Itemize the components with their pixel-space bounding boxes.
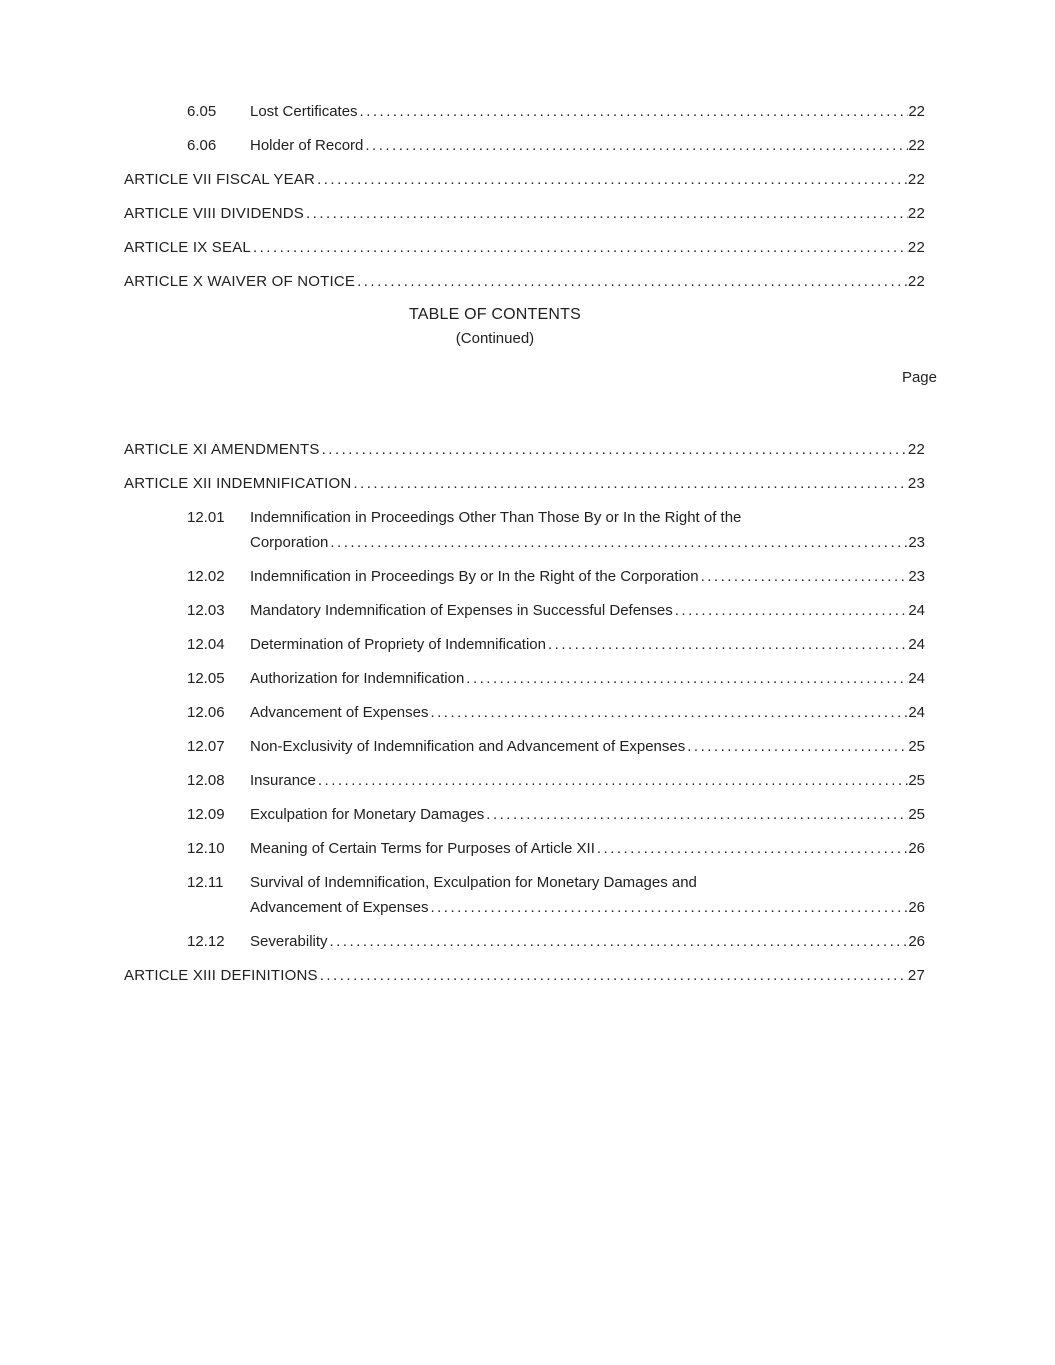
toc-entry-lastline: [250, 768, 925, 793]
toc-entry-lastline: [250, 133, 925, 158]
toc-entry-title: Corporation: [250, 534, 329, 551]
toc-row: [124, 99, 925, 124]
toc-entry-number: 12.01: [187, 509, 225, 526]
toc-row: [124, 167, 925, 192]
toc-row: [124, 564, 925, 589]
toc-row: [124, 963, 925, 988]
toc-heading-subtitle: (Continued): [455, 330, 535, 347]
toc-entry-page: 26: [908, 899, 925, 916]
toc-entry-lastline: [250, 895, 925, 920]
toc-entry-title: Authorization for Indemnification: [250, 670, 465, 687]
toc-entry-number: 12.07: [187, 738, 225, 755]
toc-entry-page: 23: [908, 534, 925, 551]
dot-leader: [253, 235, 908, 260]
toc-row: [124, 632, 925, 657]
dot-leader: [365, 133, 908, 158]
toc-entry-title: Indemnification in Proceedings By or In the Right of the Corporation: [250, 568, 699, 585]
toc-row: [124, 201, 925, 226]
toc-entry-number: 6.05: [187, 103, 217, 120]
toc-row: [124, 598, 925, 623]
dot-leader: [318, 768, 908, 793]
toc-entry-lastline: [124, 963, 925, 988]
toc-entry-number: 12.06: [187, 704, 225, 721]
toc-entry-body: [124, 269, 925, 294]
toc-row: [124, 437, 925, 462]
toc-entry-title: Insurance: [250, 772, 316, 789]
toc-list-main: [124, 437, 925, 988]
toc-entry-title: ARTICLE XII INDEMNIFICATION: [124, 475, 352, 492]
toc-entry-title: Mandatory Indemnification of Expenses in Successful Defenses: [250, 602, 673, 619]
toc-entry-body: [124, 201, 925, 226]
toc-entry-title: Exculpation for Monetary Damages: [250, 806, 485, 823]
toc-entry-number: 12.11: [187, 874, 224, 891]
toc-entry-number: 12.04: [187, 636, 225, 653]
toc-entry-lastline: [124, 437, 925, 462]
dot-leader: [317, 167, 908, 192]
dot-leader: [360, 99, 909, 124]
dot-leader: [330, 929, 909, 954]
toc-entry-body: [250, 133, 925, 158]
page-column-label: Page: [901, 369, 937, 386]
dot-leader: [330, 530, 908, 555]
toc-entry-page: 22: [907, 239, 925, 256]
toc-entry-body: [124, 167, 925, 192]
toc-entry-body: [250, 632, 925, 657]
toc-entry-title: ARTICLE XI AMENDMENTS: [124, 441, 320, 458]
toc-row: [124, 700, 925, 725]
toc-entry-body: [124, 963, 925, 988]
toc-entry-title-line: Survival of Indemnification, Exculpation for Monetary Damages and: [250, 874, 697, 891]
toc-entry-body: [250, 505, 925, 555]
toc-entry-page: 26: [908, 933, 925, 950]
toc-entry-title: ARTICLE VII FISCAL YEAR: [124, 171, 316, 188]
toc-entry-page: 22: [907, 171, 925, 188]
toc-entry-title-line: Indemnification in Proceedings Other Than Those By or In the Right of the: [250, 509, 742, 526]
toc-entry-lastline: [250, 530, 925, 555]
toc-entry-title: Meaning of Certain Terms for Purposes of Article XII: [250, 840, 595, 857]
toc-entry-body: [250, 802, 925, 827]
toc-row: [124, 768, 925, 793]
toc-entry-page: 24: [908, 602, 925, 619]
toc-entry-body: [250, 768, 925, 793]
dot-leader: [430, 895, 908, 920]
toc-entry-body: [250, 99, 925, 124]
toc-entry-page: 23: [908, 568, 925, 585]
toc-entry-lastline: [124, 269, 925, 294]
toc-entry-title: ARTICLE X WAIVER OF NOTICE: [124, 273, 356, 290]
toc-entry-page: 24: [908, 704, 925, 721]
toc-entry-lastline: [250, 632, 925, 657]
toc-entry-body: [250, 700, 925, 725]
toc-heading-title: TABLE OF CONTENTS: [408, 306, 581, 323]
dot-leader: [597, 836, 908, 861]
toc-entry-lastline: [250, 99, 925, 124]
toc-entry-lastline: [250, 836, 925, 861]
toc-entry-body: [250, 836, 925, 861]
toc-entry-lastline: [250, 564, 925, 589]
toc-entry-body: [250, 929, 925, 954]
toc-entry-lastline: [250, 802, 925, 827]
toc-entry-page: 22: [908, 103, 925, 120]
toc-entry-lastline: [250, 598, 925, 623]
toc-entry-page: 26: [908, 840, 925, 857]
toc-entry-page: 22: [907, 273, 925, 290]
toc-entry-page: 24: [908, 636, 925, 653]
toc-entry-lastline: [250, 929, 925, 954]
toc-entry-number: 12.09: [187, 806, 225, 823]
toc-entry-title: ARTICLE XIII DEFINITIONS: [124, 967, 318, 984]
toc-row: [124, 929, 925, 954]
toc-entry-title: Advancement of Expenses: [250, 704, 429, 721]
dot-leader: [306, 201, 908, 226]
toc-entry-title: Severability: [250, 933, 328, 950]
toc-row: [124, 734, 925, 759]
toc-row: [124, 235, 925, 260]
toc-entry-lastline: [124, 167, 925, 192]
toc-entry-body: [250, 598, 925, 623]
toc-heading: [124, 303, 925, 351]
dot-leader: [486, 802, 908, 827]
toc-entry-lastline: [124, 471, 925, 496]
toc-entry-title: ARTICLE VIII DIVIDENDS: [124, 205, 304, 222]
toc-row: [124, 666, 925, 691]
toc-entry-number: 6.06: [187, 137, 217, 154]
toc-entry-page: 23: [907, 475, 925, 492]
dot-leader: [466, 666, 908, 691]
toc-row: [124, 471, 925, 496]
toc-entry-number: 12.08: [187, 772, 225, 789]
dot-leader: [548, 632, 908, 657]
dot-leader: [701, 564, 909, 589]
toc-entry-page: 22: [908, 137, 925, 154]
toc-entry-title: Non-Exclusivity of Indemnification and Advancement of Expenses: [250, 738, 686, 755]
toc-row: [124, 505, 925, 555]
toc-row: [124, 836, 925, 861]
toc-entry-title: Lost Certificates: [250, 103, 358, 120]
toc-entry-lastline: [250, 734, 925, 759]
toc-entry-body: [124, 235, 925, 260]
toc-entry-number: 12.03: [187, 602, 225, 619]
toc-list-top: [124, 99, 925, 294]
toc-entry-lastline: [250, 700, 925, 725]
toc-row: [124, 133, 925, 158]
toc-entry-number: 12.12: [187, 933, 225, 950]
dot-leader: [675, 598, 909, 623]
toc-entry-body: [250, 564, 925, 589]
dot-leader: [322, 437, 908, 462]
toc-entry-body: [250, 870, 925, 920]
toc-entry-number: 12.10: [187, 840, 225, 857]
toc-entry-page: 22: [907, 205, 925, 222]
toc-entry-title: Determination of Propriety of Indemnification: [250, 636, 546, 653]
toc-entry-title: Advancement of Expenses: [250, 899, 429, 916]
toc-entry-page: 25: [908, 738, 925, 755]
dot-leader: [320, 963, 908, 988]
toc-entry-lastline: [250, 666, 925, 691]
toc-entry-number: 12.05: [187, 670, 225, 687]
toc-entry-page: 27: [907, 967, 925, 984]
toc-entry-body: [124, 471, 925, 496]
toc-entry-page: 24: [908, 670, 925, 687]
toc-entry-title: Holder of Record: [250, 137, 364, 154]
toc-row: [124, 870, 925, 920]
toc-entry-number: 12.02: [187, 568, 225, 585]
dot-leader: [687, 734, 908, 759]
toc-row: [124, 269, 925, 294]
toc-row: [124, 802, 925, 827]
toc-entry-lastline: [124, 201, 925, 226]
toc-entry-title: ARTICLE IX SEAL: [124, 239, 251, 256]
toc-entry-body: [124, 437, 925, 462]
toc-entry-page: 25: [908, 772, 925, 789]
toc-entry-body: [250, 666, 925, 691]
dot-leader: [357, 269, 908, 294]
toc-entry-page: 22: [907, 441, 925, 458]
dot-leader: [353, 471, 908, 496]
toc-entry-page: 25: [908, 806, 925, 823]
dot-leader: [430, 700, 908, 725]
toc-entry-lastline: [124, 235, 925, 260]
toc-entry-body: [250, 734, 925, 759]
